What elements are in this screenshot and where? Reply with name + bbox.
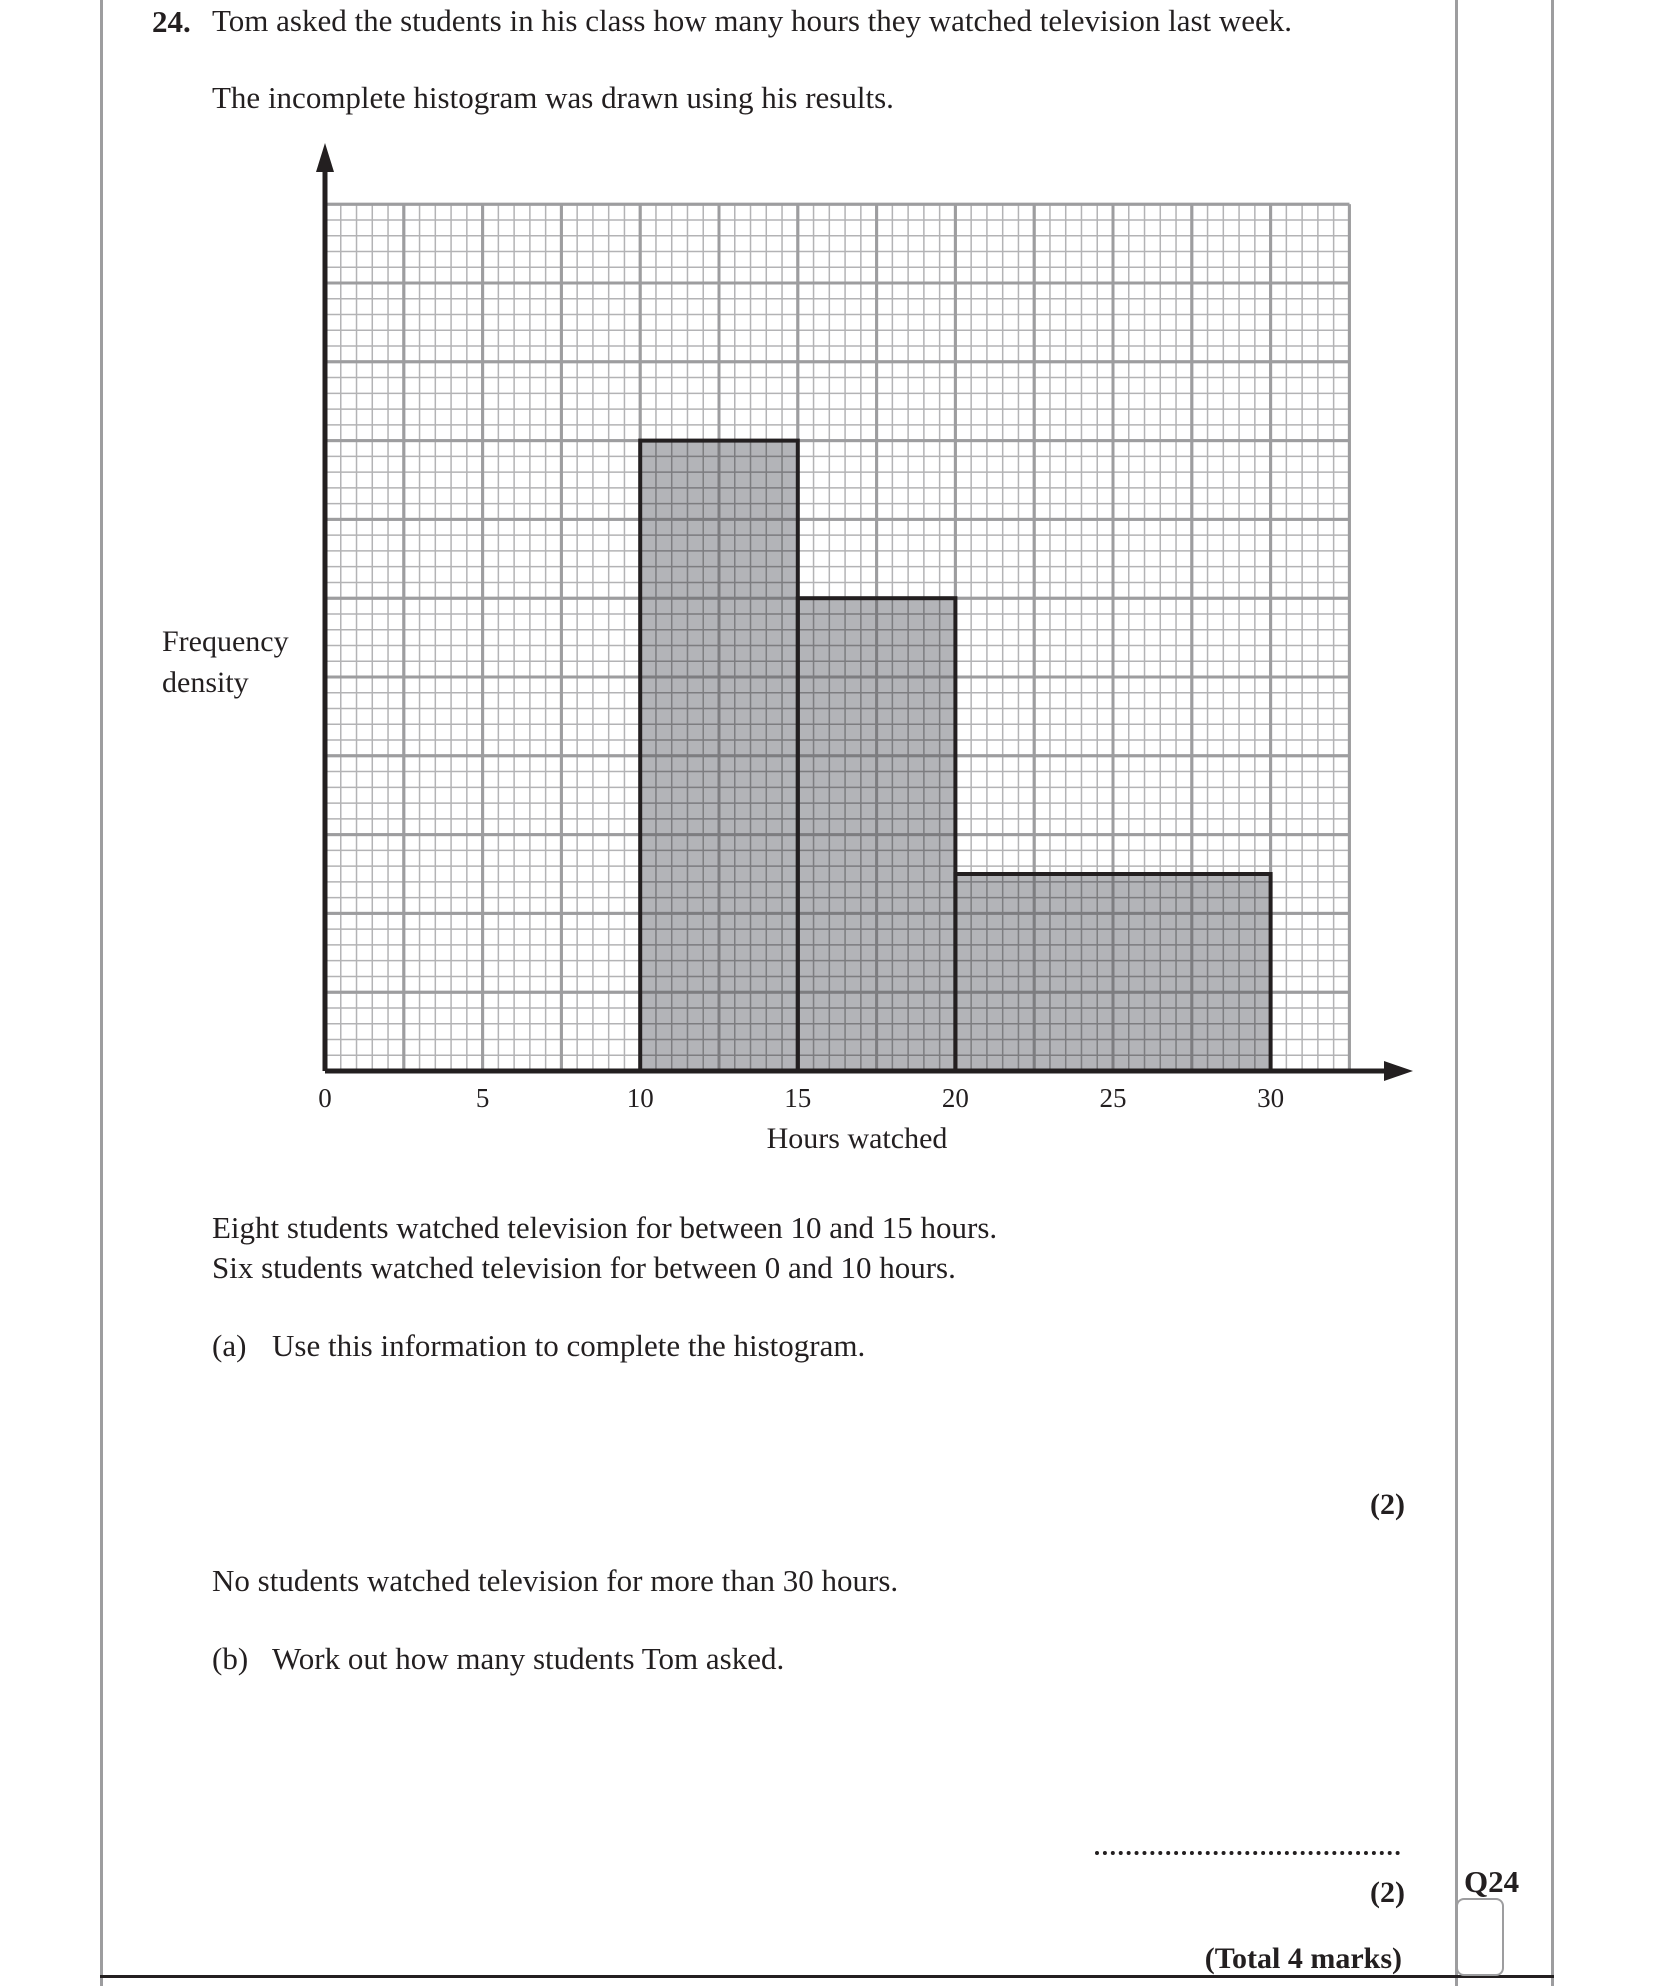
part-b-text: Work out how many students Tom asked. xyxy=(272,1641,785,1676)
info-line-no-students: No students watched television for more than 30 hours. xyxy=(212,1563,899,1598)
margin-question-label: Q24 xyxy=(1464,1864,1520,1899)
histogram-caption: The incomplete histogram was drawn using his results. xyxy=(212,80,894,115)
question-number: 24. xyxy=(152,4,191,39)
question-intro: Tom asked the students in his class how many hours they watched television last week. xyxy=(212,3,1293,38)
total-marks: (Total 4 marks) xyxy=(1204,1942,1402,1975)
part-a-label: (a) xyxy=(212,1328,247,1363)
x-tick-label: 10 xyxy=(626,1083,654,1113)
x-tick-label: 0 xyxy=(318,1083,332,1113)
x-tick-label: 30 xyxy=(1257,1083,1285,1113)
info-line-eight-students: Eight students watched television for between 10 and 15 hours. xyxy=(212,1210,998,1245)
answer-line[interactable] xyxy=(1095,1851,1400,1855)
x-tick-label: 25 xyxy=(1099,1083,1127,1113)
x-tick-label: 20 xyxy=(941,1083,969,1113)
x-tick-label: 15 xyxy=(784,1083,812,1113)
part-b-marks: (2) xyxy=(1370,1876,1405,1909)
part-a-text: Use this information to complete the histogram. xyxy=(272,1328,866,1363)
part-b-label: (b) xyxy=(212,1641,249,1676)
info-line-six-students: Six students watched television for between 0 and 10 hours. xyxy=(212,1250,956,1285)
part-a-marks: (2) xyxy=(1370,1488,1405,1521)
x-tick-label: 5 xyxy=(475,1083,490,1113)
y-axis-label: Frequency density xyxy=(162,625,289,699)
examiner-mark-box xyxy=(1456,1898,1504,1976)
x-axis-label: Hours watched xyxy=(766,1122,948,1155)
